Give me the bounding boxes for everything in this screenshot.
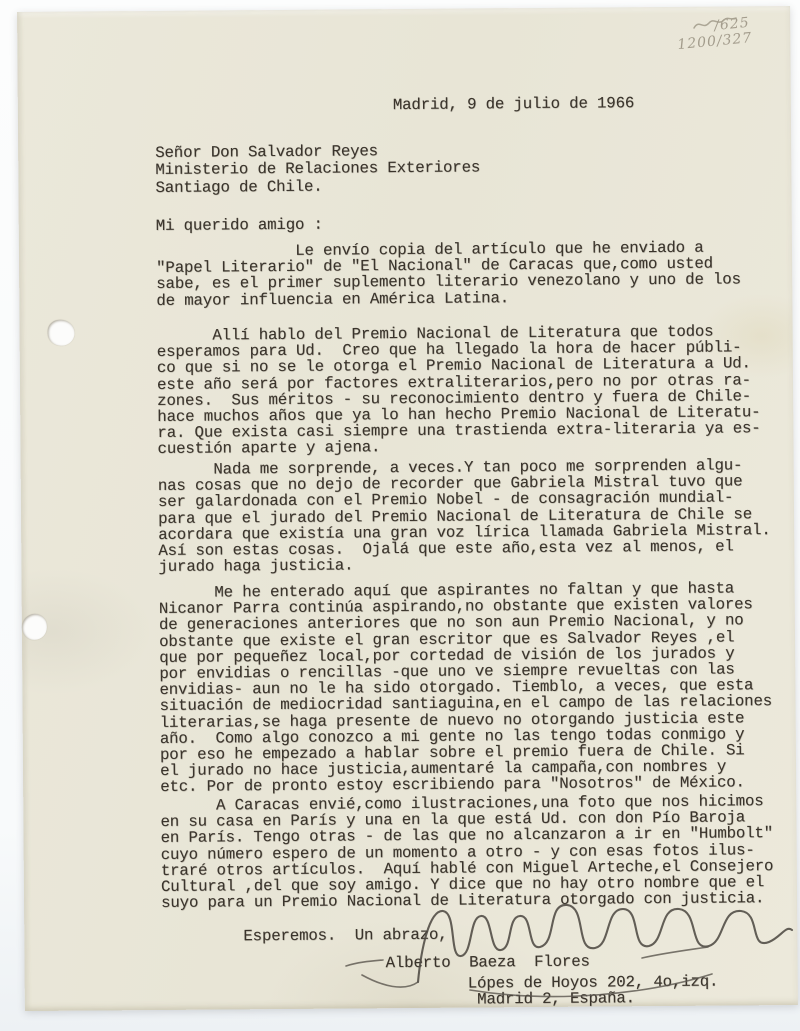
paragraph-2: Allí hablo del Premio Nacional de Literatura que todos esperamos para Ud. Creo que ha llegado la hora de hacer públi- co que si no se le otorga el Premio Nacional de Literatura a Ud. este año será por factores extraliterarios,pero no por otras ra- zones. Sus méritos - su reconocimiento dentro y fuera de Chile- hace muchos años que ya lo han hecho Premio Nacional de Literatu- ra. Que exista casi siempre una trastienda extra-literaria ya es- cuestión aparte y ajena. [156, 322, 761, 459]
closing-line: Esperemos. Un abrazo, [243, 925, 448, 946]
punch-hole-top [48, 320, 75, 346]
paragraph-4: Me he enterado aquí que aspirantes no faltan y que hasta Nicanor Parra continúa aspirando,no obstante que existen valores de generaciones anteriores que no son aun Premio Nacional, y no obstante que existe el gran escritor que es Salvador Reyes ,el que por pequeñez local,por cortedad de visión de los jurados y por envidias o rencillas -que uno ve siempre revueltas con las envidias- aun no le ha sido otorgado. Tiemblo, a veces, que esta situación de mediocridad santiaguina,en el campo de las relaciones literarias,se haga presente de nuevo no otorgando justicia este año. Como algo conozco a mi gente no las tengo todas conmigo y por eso he empezado a hablar sobre el premio fuera de Chile. Si el jurado no hace justicia,aumentaré la campaña,con nombres y etc. Por de pronto estoy escribiendo para "Nosotros" de México. [158, 579, 773, 797]
sender-address: Lópes de Hoyos 202, 4o,izq. Madrid 2, España. [467, 972, 719, 1009]
paragraph-5: A Caracas envié,como ilustraciones,una foto que nos hicimos en su casa en París y una en la que está Ud. con don Pío Baroja en París. Tengo otras - de las que no alcanzaron a ir en "Humbolt" cuyo número espero de un momento a otro - y con esas fotos ilus- traré otros artículos. Aquí hablé con Miguel Arteche,el Consejero Cultural ,del que soy amigo. Y dice que no hay otro nombre que el suyo para un Premio Nacional de Literatura otorgado con justicia. [160, 792, 774, 913]
recipient-block: Señor Don Salvador Reyes Ministerio de Relaciones Exteriores Santiago de Chile. [155, 142, 481, 197]
punch-hole-bottom [22, 614, 47, 640]
pencil-annotation-number-1: /625 [713, 14, 751, 35]
typed-signature-name: Alberto Baeza Flores [385, 952, 590, 973]
letter-page [17, 6, 798, 1011]
paragraph-3: Nada me sorprende, a veces.Y tan poco me sorprenden algu- nas cosas que no dejo de recorder que Gabriela Mistral tuvo que ser galardonada con el Premio Nobel - de consagración mundial- para que el jurado del Premio Nacional de Literatura de Chile se acordara que existía una gran voz lírica llamada Gabriela Mistral. Así son estas cosas. Ojalá que este año,esta vez al menos, el jurado haga justicia. [157, 456, 771, 577]
salutation: Mi querido amigo : [155, 215, 323, 235]
date-line: Madrid, 9 de julio de 1966 [392, 94, 635, 115]
pencil-annotation-number-2: 1200/327 [676, 30, 754, 54]
paragraph-1: Le envío copia del artículo que he enviado a "Papel Literario" de "El Nacional" de Caracas que,como usted sabe, es el primer suplemento literario venezolano y uno de los de mayor influencia en América Latina. [155, 238, 741, 310]
